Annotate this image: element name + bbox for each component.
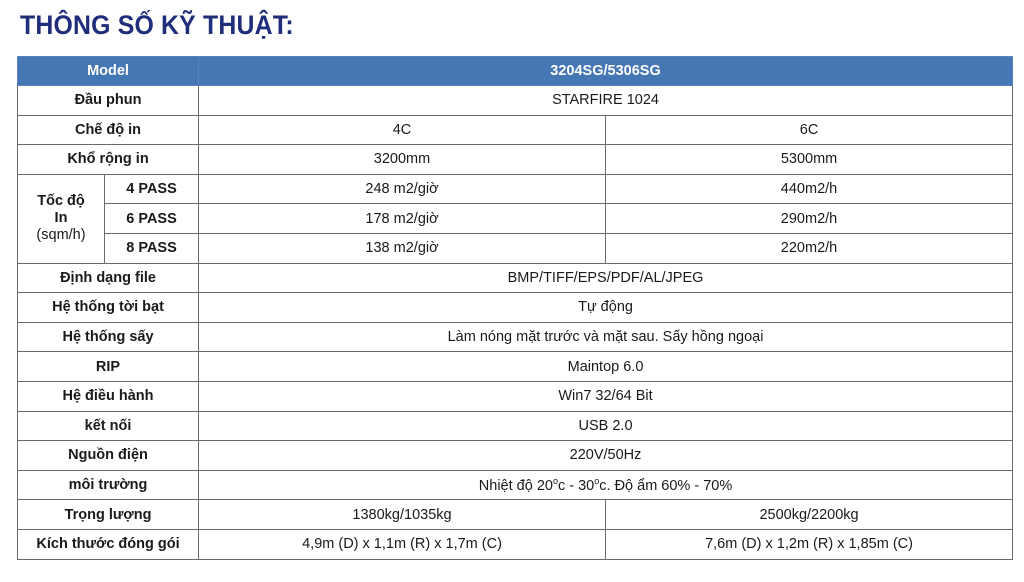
row-label-dryer: Hệ thống sấy [18, 322, 199, 352]
row-value-rip: Maintop 6.0 [199, 352, 1013, 382]
row-label-weight: Trọng lượng [18, 500, 199, 530]
env-text-1: Nhiệt độ 20 [478, 478, 553, 495]
table-row [18, 500, 1013, 530]
row-value-width-1: 3200mm [199, 145, 606, 175]
speed-value-1: 178 m2/giờ [199, 204, 606, 234]
header-model-label: Model [18, 57, 199, 86]
row-value-unwind: Tự động [199, 293, 1013, 323]
row-value-mode-2: 6C [606, 115, 1013, 145]
row-value-dryer: Làm nóng mặt trước và mặt sau. Sấy hồng ngoại [199, 322, 1013, 352]
table-row [18, 263, 1013, 293]
row-value-mode-1: 4C [199, 115, 606, 145]
table-row [18, 174, 1013, 204]
table-row [18, 293, 1013, 323]
row-value-package-1: 4,9m (D) x 1,1m (R) x 1,7m (C) [199, 529, 606, 559]
row-label-package: Kích thước đóng gói [18, 529, 199, 559]
row-value-weight-1: 1380kg/1035kg [199, 500, 606, 530]
env-degree-2: o [594, 476, 600, 487]
row-value-package-2: 7,6m (D) x 1,2m (R) x 1,85m (C) [606, 529, 1013, 559]
env-degree-1: o [552, 476, 558, 487]
row-value-connect: USB 2.0 [199, 411, 1013, 441]
row-label-rip: RIP [18, 352, 199, 382]
table-row [18, 529, 1013, 559]
table-row [18, 233, 1013, 263]
row-label-nozzle: Đầu phun [18, 86, 199, 116]
speed-value-1: 138 m2/giờ [199, 233, 606, 263]
env-text-3: c. Độ ẩm 60% - 70% [599, 478, 733, 495]
row-value-weight-2: 2500kg/2200kg [606, 500, 1013, 530]
table-row [18, 322, 1013, 352]
speed-label-line2: In [54, 210, 68, 227]
table-row [18, 86, 1013, 116]
table-row [18, 145, 1013, 175]
row-label-width: Khổ rộng in [18, 145, 199, 175]
row-value-file: BMP/TIFF/EPS/PDF/AL/JPEG [199, 263, 1013, 293]
table-row [18, 352, 1013, 382]
table-row [18, 204, 1013, 234]
table-row [18, 411, 1013, 441]
speed-value-1: 248 m2/giờ [199, 174, 606, 204]
speed-pass-label: 4 PASS [105, 174, 199, 204]
row-value-nozzle: STARFIRE 1024 [199, 86, 1013, 116]
row-value-os: Win7 32/64 Bit [199, 381, 1013, 411]
spec-table [17, 56, 1013, 560]
row-label-env: môi trường [18, 470, 199, 500]
page-title: THÔNG SỐ KỸ THUẬT: [20, 10, 294, 40]
header-model-value: 3204SG/5306SG [199, 57, 1013, 86]
env-text-2: c - 30 [557, 478, 595, 495]
row-label-connect: kết nối [18, 411, 199, 441]
row-label-speed [18, 174, 105, 263]
speed-label-line3: (sqm/h) [36, 227, 86, 244]
speed-value-2: 440m2/h [606, 174, 1013, 204]
speed-value-2: 290m2/h [606, 204, 1013, 234]
row-value-power: 220V/50Hz [199, 441, 1013, 471]
table-row [18, 441, 1013, 471]
speed-value-2: 220m2/h [606, 233, 1013, 263]
speed-pass-label: 8 PASS [105, 233, 199, 263]
table-row [18, 381, 1013, 411]
row-label-power: Nguồn điện [18, 441, 199, 471]
row-value-width-2: 5300mm [606, 145, 1013, 175]
table-row [18, 470, 1013, 500]
speed-pass-label: 6 PASS [105, 204, 199, 234]
speed-label-line1: Tốc độ [37, 193, 85, 210]
row-value-env [199, 470, 1013, 500]
row-label-file: Định dạng file [18, 263, 199, 293]
row-label-mode: Chế độ in [18, 115, 199, 145]
row-label-os: Hệ điều hành [18, 381, 199, 411]
row-label-unwind: Hệ thống tời bạt [18, 293, 199, 323]
table-row [18, 115, 1013, 145]
table-header-row [18, 57, 1013, 86]
